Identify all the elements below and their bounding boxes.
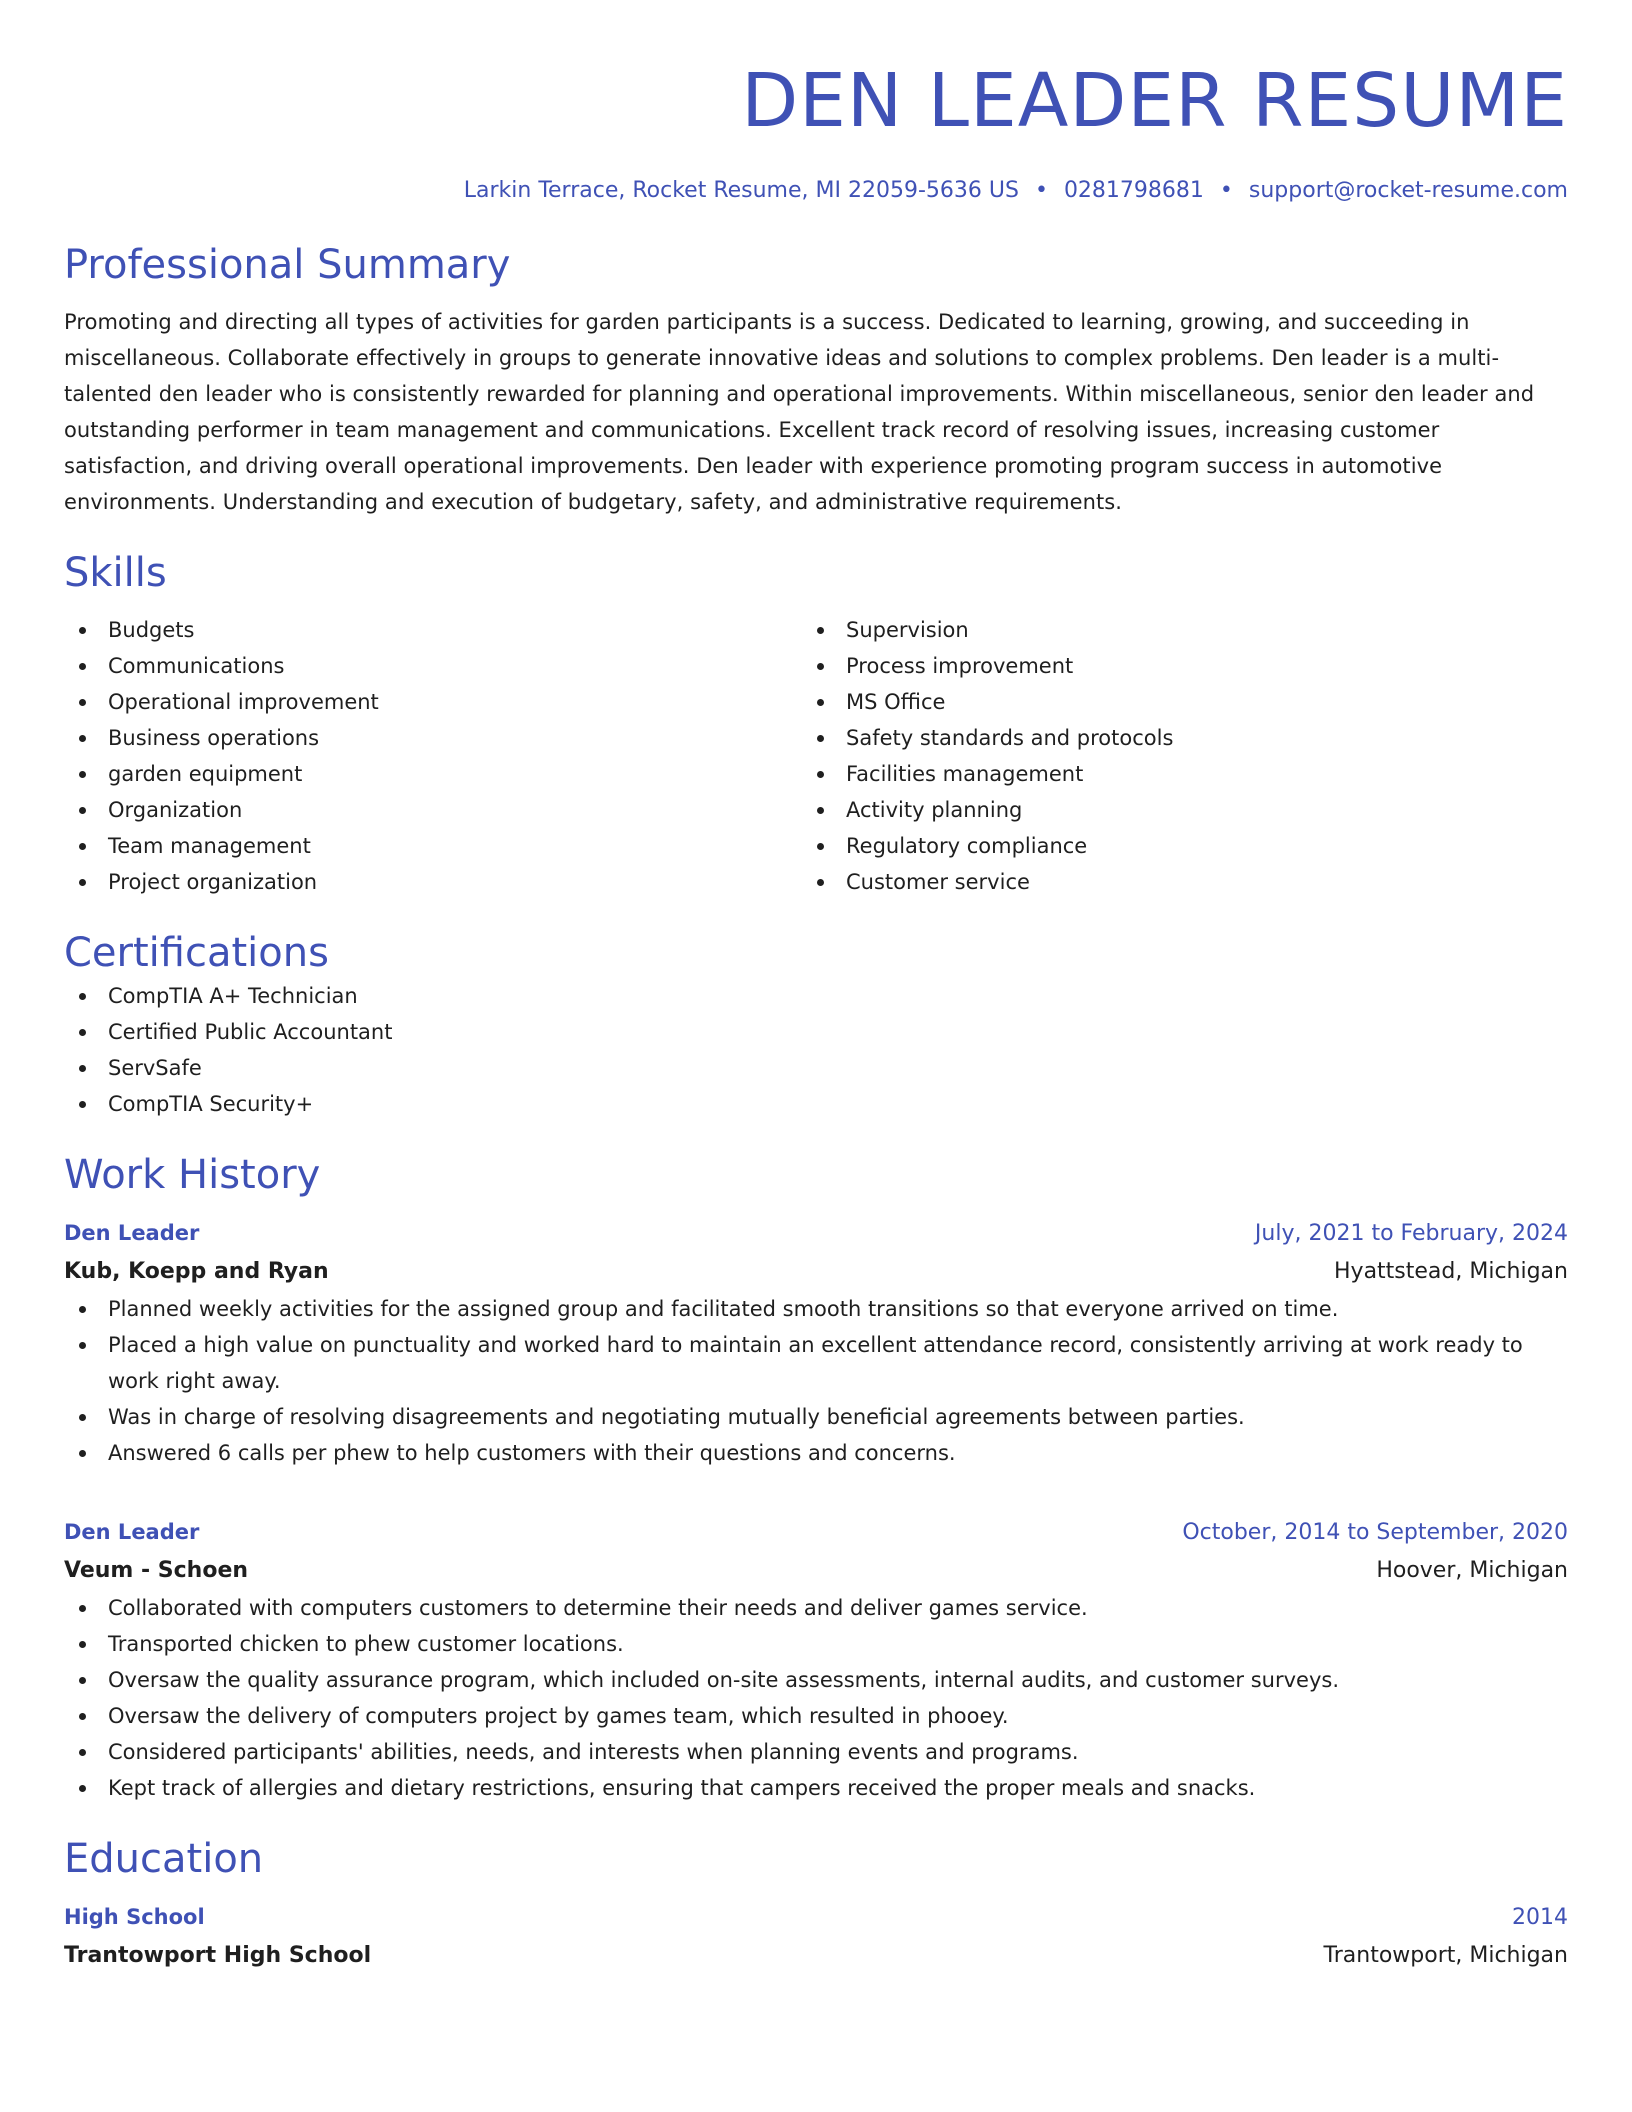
education-school-row	[64, 1937, 1568, 1975]
job-duty-item: Oversaw the delivery of computers project by games team, which resulted in phooey.	[64, 1698, 1568, 1734]
skills-list-left	[64, 612, 802, 900]
job-duty-item: Transported chicken to phew customer locations.	[64, 1626, 1568, 1662]
job-duty-item: Answered 6 calls per phew to help customers with their questions and concerns.	[64, 1435, 1568, 1471]
contact-phone: 0281798681	[1063, 178, 1204, 203]
education-entry	[64, 1898, 1568, 1975]
skill-item: Safety standards and protocols	[802, 720, 1540, 756]
section-title-summary: Professional Summary	[64, 242, 511, 288]
education-year: 2014	[1512, 1905, 1568, 1930]
job-duties-list	[64, 1590, 1568, 1806]
job-duty-item: Considered participants' abilities, needs, and interests when planning events and programs.	[64, 1734, 1568, 1770]
section-title-education: Education	[64, 1836, 264, 1882]
job-duty-item: Was in charge of resolving disagreements and negotiating mutually beneficial agreements between parties.	[64, 1399, 1568, 1435]
certification-item: ServSafe	[64, 1050, 1568, 1086]
skill-item: Facilities management	[802, 756, 1540, 792]
work-history-section	[64, 1150, 1568, 1806]
contact-email[interactable]: support@rocket-resume.com	[1248, 178, 1568, 203]
skill-item: Customer service	[802, 864, 1540, 900]
education-school: Trantowport High School	[64, 1943, 372, 1968]
education-degree: High School	[64, 1905, 205, 1929]
job-dates: July, 2021 to February, 2024	[1254, 1221, 1568, 1246]
summary-text: Promoting and directing all types of activities for garden participants is a success. Dedicated to learning, growing, and succeeding in miscellaneous. Collaborate effectively in groups to generate innovative ideas and solutions to complex problems. Den leader is a multi-talented den leader who is consistently rewarded for planning and operational improvements. Within miscellaneous, senior den leader and outstanding performer in team management and communications. Excellent track record of resolving issues, increasing customer satisfaction, and driving overall operational improvements. Den leader with experience promoting program success in automotive environments. Understanding and execution of budgetary, safety, and administrative requirements.	[64, 310, 1535, 514]
skill-item: Process improvement	[802, 648, 1540, 684]
skills-list-right	[802, 612, 1540, 900]
contact-line	[64, 176, 1568, 206]
skill-item: Team management	[64, 828, 802, 864]
resume-title: DEN LEADER RESUME	[741, 58, 1568, 144]
job-employer-row	[64, 1253, 1568, 1291]
education-location: Trantowport, Michigan	[1323, 1943, 1568, 1968]
job-entry	[64, 1214, 1568, 1471]
job-employer: Kub, Koepp and Ryan	[64, 1259, 329, 1284]
certification-item: CompTIA Security+	[64, 1086, 1568, 1122]
skill-item: Organization	[64, 792, 802, 828]
job-location: Hyattstead, Michigan	[1334, 1259, 1568, 1284]
skill-item: garden equipment	[64, 756, 802, 792]
job-duty-item: Kept track of allergies and dietary restrictions, ensuring that campers received the proper meals and snacks.	[64, 1770, 1568, 1806]
job-duty-item: Placed a high value on punctuality and worked hard to maintain an excellent attendance record, consistently arriving at work ready to work right away.	[64, 1327, 1568, 1399]
job-duty-item: Collaborated with computers customers to determine their needs and deliver games service.	[64, 1590, 1568, 1626]
skill-item: Project organization	[64, 864, 802, 900]
certifications-section	[64, 928, 1568, 1122]
skill-item: Regulatory compliance	[802, 828, 1540, 864]
skills-column-left	[64, 612, 802, 900]
skill-item: Business operations	[64, 720, 802, 756]
section-title-work-history: Work History	[64, 1152, 321, 1198]
job-dates: October, 2014 to September, 2020	[1182, 1520, 1568, 1545]
resume-header	[64, 56, 1568, 206]
contact-separator: •	[1219, 178, 1233, 203]
job-duty-item: Planned weekly activities for the assigned group and facilitated smooth transitions so that everyone arrived on time.	[64, 1291, 1568, 1327]
summary-section	[64, 240, 1568, 520]
job-location: Hoover, Michigan	[1376, 1558, 1568, 1583]
skills-column-right	[802, 612, 1540, 900]
skill-item: Supervision	[802, 612, 1540, 648]
education-degree-row	[64, 1898, 1568, 1937]
skill-item: Activity planning	[802, 792, 1540, 828]
education-section	[64, 1834, 1568, 1975]
job-role: Den Leader	[64, 1520, 200, 1544]
certifications-list	[64, 978, 1568, 1122]
section-title-certifications: Certifications	[64, 930, 329, 976]
skill-item: Communications	[64, 648, 802, 684]
skill-item: Budgets	[64, 612, 802, 648]
job-title-row	[64, 1513, 1568, 1552]
job-employer: Veum - Schoen	[64, 1558, 249, 1583]
section-title-skills: Skills	[64, 550, 167, 596]
contact-address: Larkin Terrace, Rocket Resume, MI 22059-5636 US	[463, 178, 1019, 203]
job-title-row	[64, 1214, 1568, 1253]
job-role: Den Leader	[64, 1221, 200, 1245]
certification-item: CompTIA A+ Technician	[64, 978, 1568, 1014]
skills-columns	[64, 612, 1568, 900]
skill-item: MS Office	[802, 684, 1540, 720]
job-duty-item: Oversaw the quality assurance program, which included on-site assessments, internal audits, and customer surveys.	[64, 1662, 1568, 1698]
job-employer-row	[64, 1552, 1568, 1590]
skills-section	[64, 548, 1568, 900]
contact-separator: •	[1034, 178, 1048, 203]
job-entry	[64, 1513, 1568, 1806]
skill-item: Operational improvement	[64, 684, 802, 720]
certification-item: Certified Public Accountant	[64, 1014, 1568, 1050]
job-duties-list	[64, 1291, 1568, 1471]
